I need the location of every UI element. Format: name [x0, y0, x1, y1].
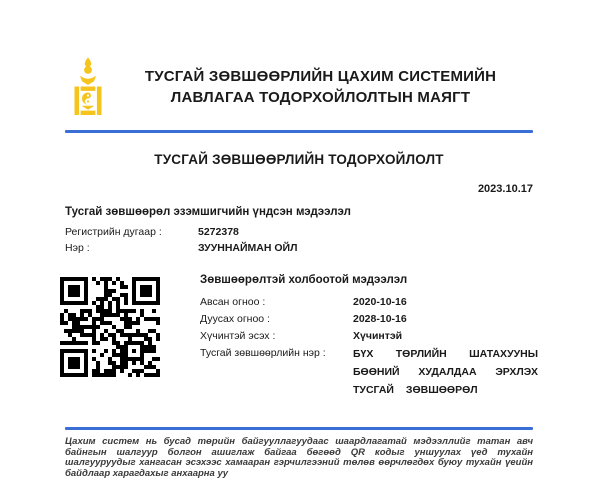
owner-section-title: Тусгай зөвшөөрөл эзэмшигчийн үндсэн мэдээлэл: [65, 206, 351, 218]
soyombo-emblem-icon: [68, 57, 108, 117]
qr-code-icon: [60, 277, 160, 377]
field-label: Тусгай зөвшөөрлийн нэр :: [200, 347, 326, 359]
field-value: БҮХ ТӨРЛИЙН ШАТАХУУНЫ БӨӨНИЙ ХУДАЛДАА ЭРХЛЭХ ТУСГАЙ ЗӨВШӨӨРӨЛ: [353, 348, 538, 396]
field-label: Авсан огноо :: [200, 296, 266, 308]
form-title-line1: ТУСГАЙ ЗӨВШӨӨРЛИЙН ЦАХИМ СИСТЕМИЙН: [144, 68, 497, 85]
field-permit-name: [200, 345, 538, 399]
form-title-line2: ЛАВЛАГАА ТОДОРХОЙЛОЛТЫН МАЯГТ: [170, 89, 471, 106]
field-register-number: [65, 224, 533, 240]
field-value: Хүчинтэй: [353, 330, 403, 342]
page-content: [65, 0, 538, 479]
permit-section-title: Зөвшөөрөлтэй холбоотой мэдээлэл: [200, 274, 408, 286]
permit-info: [200, 273, 538, 399]
field-value: 2020-10-16: [353, 296, 407, 308]
document-heading: ТУСГАЙ ЗӨВШӨӨРЛИЙН ТОДОРХОЙЛОЛТ: [154, 152, 444, 167]
field-validity: [200, 328, 538, 345]
owner-section-rows: [65, 224, 533, 256]
field-label: Регистрийн дугаар :: [65, 226, 162, 238]
form-header: [65, 0, 533, 117]
field-value: 2028-10-16: [353, 313, 407, 325]
document-date: 2023.10.17: [477, 183, 533, 195]
field-value: ЗУУННАЙМАН ОЙЛ: [198, 242, 298, 254]
field-label: Дуусах огноо :: [200, 313, 270, 325]
permit-section: [65, 273, 538, 399]
footer-note: Цахим систем нь бусад төрийн байгууллагуудаас шаардлагатай мэдээллийг татан авч байнгын шалгуур болгон ашиглаж байгаа бөгөөд QR кодыг уншуулах үед тухайн шалгууруудыг хангасан эсэхээс хамааран гэрчилгээний төлөв өөрчлөгдөх буюу тухайн үеийн байдлаар харагдахыг анхаарна уу: [65, 436, 533, 479]
qr-code-wrap: [60, 273, 164, 399]
field-issue-date: [200, 294, 538, 311]
field-label: Нэр :: [65, 242, 90, 254]
field-value: 5272378: [198, 226, 239, 238]
field-label: Хүчинтэй эсэх :: [200, 330, 276, 342]
top-divider: [65, 130, 533, 133]
bottom-divider: [65, 427, 533, 430]
field-expiry-date: [200, 311, 538, 328]
field-name: [65, 240, 533, 256]
form-title: [108, 66, 533, 108]
